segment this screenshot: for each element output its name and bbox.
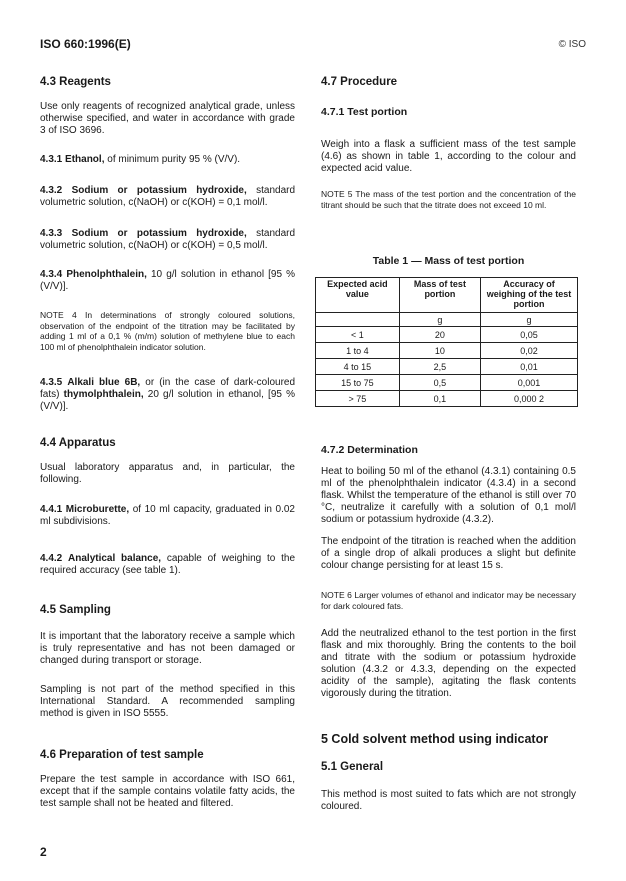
clause-term: Phenolphthalein, <box>66 269 147 280</box>
section-4-6-title: 4.6 Preparation of test sample <box>40 749 204 761</box>
section-4-3-body: Use only reagents of recognized analytical grade, unless otherwise specified, and water in accordance with grade 3 of ISO 3696. <box>40 101 295 136</box>
table-cell: 0,01 <box>481 359 578 375</box>
table-cell: < 1 <box>316 327 400 343</box>
copyright-mark: © ISO <box>558 39 586 50</box>
clause-term: Microburette, <box>65 504 130 515</box>
clause-term: Sodium or potassium hydroxide, <box>71 185 247 196</box>
section-4-7-1-body: Weigh into a flask a sufficient mass of the test sample (4.6) as shown in table 1, according to the colour and expected acid value. <box>321 139 576 174</box>
clause-number: 4.3.3 <box>40 228 63 239</box>
table-units-row <box>316 313 578 327</box>
clause-number: 4.3.2 <box>40 185 63 196</box>
table-caption: Table 1 — Mass of test portion <box>372 255 525 267</box>
clause-4-3-2 <box>40 185 295 209</box>
table-header-cell: Expected acid value <box>316 278 400 313</box>
mass-of-test-portion-table <box>315 277 578 407</box>
section-5-1-body: This method is most suited to fats which are not strongly coloured. <box>321 789 576 812</box>
section-4-7-1-title: 4.7.1 Test portion <box>321 106 408 118</box>
table-cell: 20 <box>399 327 480 343</box>
table-cell: 1 to 4 <box>316 343 400 359</box>
section-4-4-title: 4.4 Apparatus <box>40 437 116 449</box>
table-cell: 0,05 <box>481 327 578 343</box>
clause-4-3-4 <box>40 269 295 293</box>
clause-number: 4.3.1 <box>40 154 63 165</box>
clause-number: 4.3.4 <box>40 269 63 280</box>
clause-number: 4.3.5 <box>40 377 63 388</box>
clause-term: Alkali blue 6B, <box>67 377 141 388</box>
clause-text: capable of weighing to the required accuracy (see table 1). <box>40 553 296 576</box>
table-cell: 0,000 2 <box>481 391 578 407</box>
table-unit-cell: g <box>399 313 480 327</box>
note-4: NOTE 4 In determinations of strongly coloured solutions, observation of the endpoint of the titration may be facilitated by adding 1 ml of a 0,1 % (m/m) solution of methylene blue to each 100 ml of phenolphthalein indicator solution. <box>40 310 295 352</box>
table-cell: 0,1 <box>399 391 480 407</box>
clause-4-3-5 <box>40 377 295 413</box>
clause-text: of minimum purity 95 % (V/V). <box>107 154 241 165</box>
section-4-7-2-body-1: Heat to boiling 50 ml of the ethanol (4.3.1) containing 0.5 ml of the phenolphthalein indicator (4.3.4) in a second flask. Whilst the temperature of the ethanol is still over 70 °C, neutralize it carefully with a solution of 0,1 mol/l sodium or potassium hydroxide (4.3.2). <box>321 466 576 525</box>
section-4-7-2-body-2: The endpoint of the titration is reached when the addition of a single drop of alkali produces a slight but definite colour change persisting for at least 15 s. <box>321 536 576 571</box>
table-header-row <box>316 278 578 313</box>
table-cell: 10 <box>399 343 480 359</box>
document-header: ISO 660:1996(E) <box>40 37 131 51</box>
table-cell: > 75 <box>316 391 400 407</box>
table-unit-cell: g <box>481 313 578 327</box>
section-4-5-body-2: Sampling is not part of the method specified in this International Standard. A recommended sampling method is given in ISO 5555. <box>40 684 295 719</box>
note-5: NOTE 5 The mass of the test portion and the concentration of the titrant should be such that the titrate does not exceed 10 ml. <box>321 189 576 210</box>
section-4-5-body-1: It is important that the laboratory receive a sample which is truly representative and has not been damaged or changed during transport or storage. <box>40 631 295 666</box>
section-4-6-body: Prepare the test sample in accordance with ISO 661, except that if the sample contains volatile fatty acids, the test sample shall not be heated and filtered. <box>40 774 295 809</box>
table-cell: 4 to 15 <box>316 359 400 375</box>
note-6: NOTE 6 Larger volumes of ethanol and indicator may be necessary for dark coloured fats. <box>321 590 576 611</box>
clause-text: 10 g/l solution in ethanol [95 % (V/V)]. <box>40 269 296 292</box>
section-5-title: 5 Cold solvent method using indicator <box>321 732 549 746</box>
table-row <box>316 375 578 391</box>
table-unit-cell <box>316 313 400 327</box>
page-number: 2 <box>40 845 47 859</box>
table-cell: 0,5 <box>399 375 480 391</box>
section-4-3-title: 4.3 Reagents <box>40 76 111 88</box>
table-cell: 0,001 <box>481 375 578 391</box>
table-row <box>316 343 578 359</box>
table-row <box>316 359 578 375</box>
table-cell: 0,02 <box>481 343 578 359</box>
clause-term: Analytical balance, <box>68 553 162 564</box>
clause-text: or (in the case of dark-coloured fats) <box>40 377 296 400</box>
section-4-4-body: Usual laboratory apparatus and, in particular, the following. <box>40 462 295 485</box>
section-4-7-2-title: 4.7.2 Determination <box>321 444 418 456</box>
clause-term: Sodium or potassium hydroxide, <box>71 228 247 239</box>
table-row <box>316 327 578 343</box>
table-cell: 15 to 75 <box>316 375 400 391</box>
clause-4-3-1 <box>40 154 295 166</box>
clause-term: Ethanol, <box>65 154 105 165</box>
table-cell: 2,5 <box>399 359 480 375</box>
clause-text: standard volumetric solution, c(NaOH) or c(KOH) = 0,5 mol/l. <box>40 228 296 251</box>
clause-term-alt: thymolphthalein, <box>63 389 144 400</box>
table-header-cell: Accuracy of weighing of the test portion <box>481 278 578 313</box>
table-header-cell: Mass of test portion <box>399 278 480 313</box>
clause-number: 4.4.1 <box>40 504 63 515</box>
clause-text: of 10 ml capacity, graduated in 0.02 ml subdivisions. <box>40 504 295 527</box>
clause-4-3-3 <box>40 228 295 252</box>
section-4-5-title: 4.5 Sampling <box>40 604 111 616</box>
clause-text: standard volumetric solution, c(NaOH) or c(KOH) = 0,1 mol/l. <box>40 185 296 208</box>
table-row <box>316 391 578 407</box>
clause-number: 4.4.2 <box>40 553 63 564</box>
section-4-7-title: 4.7 Procedure <box>321 76 398 88</box>
clause-text-alt: 20 g/l solution in ethanol, [95 % (V/V)]. <box>40 389 295 412</box>
section-5-1-title: 5.1 General <box>321 761 384 773</box>
clause-4-4-1 <box>40 504 295 528</box>
section-4-7-2-body-3: Add the neutralized ethanol to the test portion in the first flask and mix thoroughly. Bring the contents to the boil and titrate with the sodium or potassium hydroxide solution (4.3.2 or 4.3.3, depending on the expected acidity of the sample), agitating the flask contents vigorously during the titration. <box>321 628 576 699</box>
clause-4-4-2 <box>40 553 295 577</box>
